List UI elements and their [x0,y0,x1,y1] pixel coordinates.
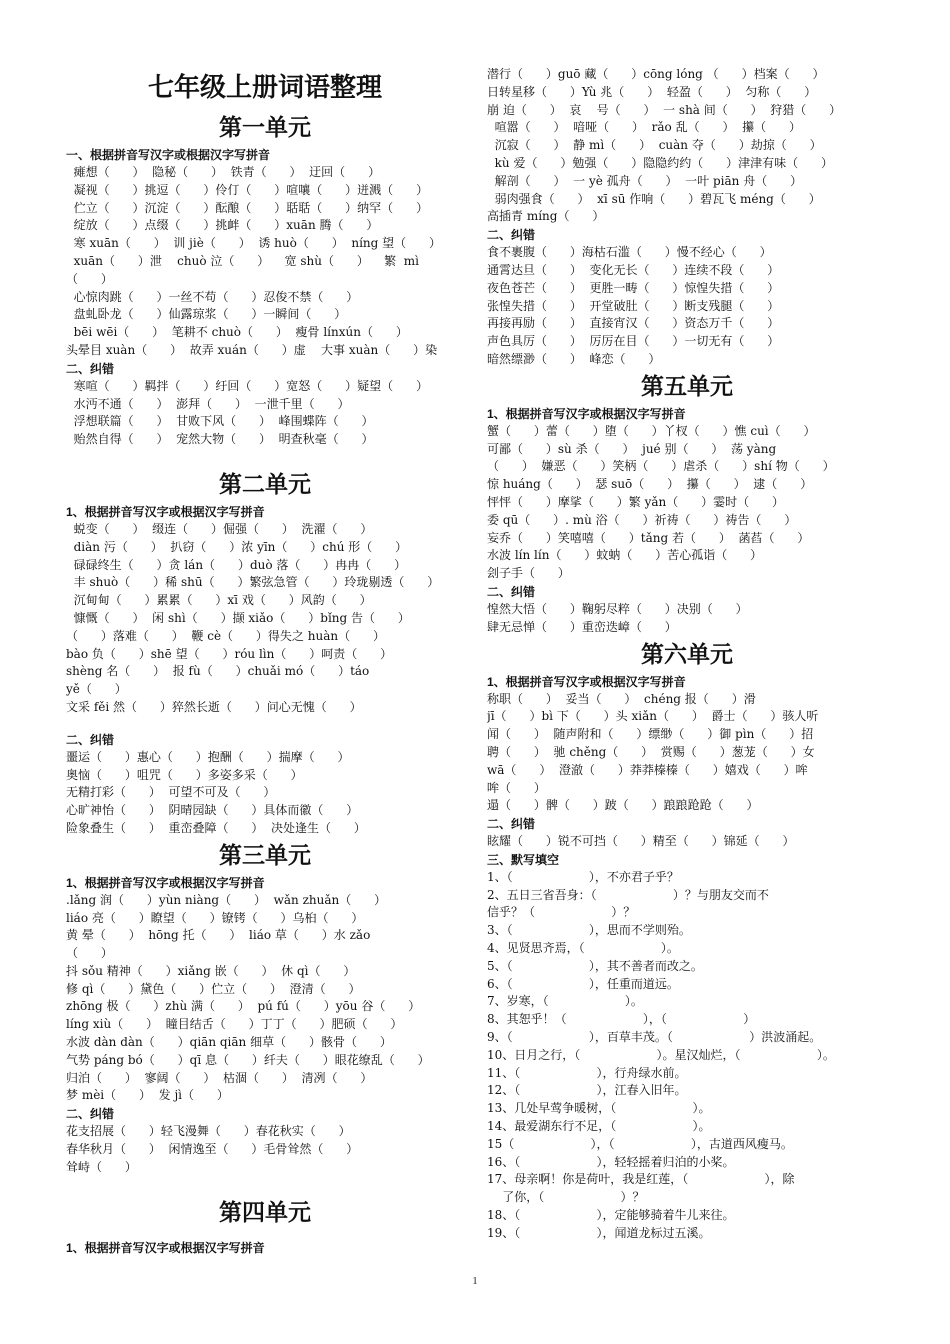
exercise-line: 聘（ ） 驰 chěng（ ） 赏赐（ ）葱茏（ ）女 [487,744,815,759]
unit5-section2-lines [487,601,887,637]
exercise-line: 信乎？（ ）？ [487,905,636,920]
exercise-line: 潜行（ ）guō 藏（ ）cōng lóng （ ）档案（ ） [487,67,825,81]
exercise-line: 蜕变（ ） 缀连（ ）倔强（ ） 洗濯（ ） [66,521,373,536]
exercise-line: 4、见贤思齐焉，（ ）。 [487,941,679,956]
exercise-line: 7、岁寒，（ ）。 [487,994,643,1009]
unit3-section2-lines [66,1123,464,1176]
exercise-line: 沉寂（ ） 静 mì（ ） cuàn 夺（ ）劫掠（ ） [487,138,822,153]
exercise-line: 黄 晕（ ） hōng 托（ ） liáo 草（ ）水 zǎo [66,928,371,943]
exercise-line: 水波 lín lín（ ）蚊蚋（ ）苦心孤诣（ ） [487,548,763,563]
unit3-section1-lines [66,892,464,1106]
exercise-line: 3、（ ），思而不学则殆。 [487,923,691,938]
exercise-line: 沉甸甸（ ）累累（ ）xī 戏（ ）风韵（ ） [66,593,372,608]
exercise-line: 噩运（ ）惠心（ ）抱酬（ ）揣摩（ ） [66,749,350,764]
exercise-line: zhōng 极（ ）zhù 满（ ） pú fú（ ）yōu 谷（ ） [66,999,421,1014]
exercise-line: 抖 sǒu 精神（ ）xiǎng 嵌（ ） 休 qì（ ） [66,963,356,978]
exercise-line: 怦怦（ ）摩挲（ ）繁 yǎn（ ）霎时（ ） [487,494,785,509]
exercise-line: 10、日月之行，（ ）。星汉灿烂，（ ）。 [487,1047,835,1062]
unit1-section2-lines [66,378,464,449]
exercise-line: 可鄙（ ）sù 杀（ ） jué 别（ ） 荡 yàng [487,441,777,456]
unit3-section1-heading: 1、根据拼音写汉字或根据汉字写拼音 [66,875,265,890]
exercise-line: 11、（ ），行舟绿水前。 [487,1065,687,1080]
exercise-line: 食不裹腹（ ）海枯石滥（ ）慢不经心（ ） [487,245,772,260]
unit6-section3-lines [487,869,887,1243]
unit6-section2-lines [487,833,887,851]
exercise-line: （ ）落难（ ） 鞭 cè（ ）得失之 huàn（ ） [66,628,385,643]
exercise-line: 1、（ ），不亦君子乎？ [487,869,679,884]
unit1-section2-heading: 二、纠错 [66,361,115,376]
exercise-line: 妄乔（ ）笑嘻嘻（ ）tǎng 若（ ） 菡萏（ ） [487,530,810,545]
exercise-line: 委 qū（ ）. mù 浴（ ）祈祷（ ）祷告（ ） [487,512,797,527]
exercise-line: 瘫想（ ） 隐秘（ ） 铁青（ ） 迂回（ ） [66,165,381,179]
page-title: 七年级上册词语整理 [147,73,382,102]
exercise-line: 春华秋月（ ） 闲情逸至（ ）毛骨耸然（ ） [66,1142,359,1157]
exercise-line: liáo 亮（ ）瞭望（ ）镣铐（ ）乌桕（ ） [66,910,364,925]
page-number: 1 [472,1276,478,1287]
exercise-line: 寒喧（ ）羁拌（ ）纡回（ ）宽怒（ ）疑望（ ） [66,378,429,393]
exercise-line: 凝视（ ）挑逗（ ）伶仃（ ）喧嚷（ ）迸溅（ ） [66,182,429,197]
exercise-line: líng xiù（ ） 瞳目结舌（ ）丁丁（ ）肥硕（ ） [66,1017,403,1032]
unit4-section1-heading: 1、根据拼音写汉字或根据汉字写拼音 [66,1240,265,1255]
exercise-line: 5、（ ），其不善者而改之。 [487,958,703,973]
unit1-heading: 第一单元 [219,115,311,140]
unit6-heading: 第六单元 [641,641,733,667]
unit6-section1-lines [487,691,887,816]
exercise-line: yě（ ） [66,682,127,697]
exercise-line: 2、五日三省吾身：（ ）？与朋友交而不 [487,887,769,902]
exercise-line: 丰 shuò（ ）稀 shū（ ）繁弦急管（ ）玲珑剔透（ ） [66,575,440,590]
exercise-line: 9、（ ），百草丰茂。（ ）洪波涌起。 [487,1030,822,1045]
exercise-line: 惊 huáng（ ） 瑟 suō（ ） 攥（ ） 逮（ ） [487,477,813,492]
exercise-line: 弱肉强食（ ） xī sū 作响（ ）碧瓦飞 méng（ ） [487,191,821,206]
exercise-line: 刽子手（ ） [487,566,570,581]
exercise-line: 奥恼（ ）咀咒（ ）多姿多采（ ） [66,767,303,782]
exercise-line: 耸峙（ ） [66,1159,137,1174]
unit1-section1-lines [66,164,464,360]
exercise-line: 花支招展（ ）轻飞漫舞（ ）春花秋实（ ） [66,1124,351,1139]
unit4-section2-lines [487,244,887,369]
exercise-line: 崩 迫（ ） 哀 号（ ） 一 shà 间（ ） 狩猎（ ） [487,102,842,117]
exercise-line: 日转星移（ ）Yù 兆（ ） 轻盈（ ） 匀称（ ） [487,84,817,99]
exercise-line: 气势 páng bó（ ）qī 息（ ）纤夫（ ）眼花缭乱（ ） [66,1052,430,1067]
exercise-line: 了你，（ ）？ [487,1190,645,1205]
exercise-line: 17、母亲啊！你是荷叶，我是红莲，（ ），除 [487,1172,795,1187]
unit5-section2-heading: 二、纠错 [487,584,536,599]
exercise-line: 13、几处早莺争暖树，（ ）。 [487,1101,711,1116]
exercise-line: 遢（ ）髀（ ）跛（ ）踉踉跄跄（ ） [487,798,759,813]
exercise-line: 寒 xuān（ ） 训 jiè（ ） 诱 huò（ ） níng 望（ ） [66,236,442,251]
exercise-line: xuān（ ）泄 chuò 泣（ ） 宽 shù（ ） 繁 mì [66,253,419,268]
exercise-line: 再接再励（ ） 直接宵汉（ ）资态万千（ ） [487,316,780,331]
exercise-line: 通霄达旦（ ） 变化无长（ ）连续不段（ ） [487,262,780,277]
exercise-line: 无精打彩（ ） 可望不可及（ ） [66,785,276,800]
exercise-line: 暗然缥渺（ ） 峰恋（ ） [487,351,661,366]
exercise-line: 肆无忌惮（ ）重峦迭嶂（ ） [487,619,677,634]
unit5-section1-lines [487,423,887,583]
unit2-section1-heading: 1、根据拼音写汉字或根据汉字写拼音 [66,504,265,519]
exercise-line: 蟹（ ）蕾（ ）堕（ ）丫杈（ ）憔 cuì（ ） [487,423,816,438]
exercise-line: 心旷神怡（ ） 阴晴园缺（ ）具体而徽（ ） [66,803,359,818]
exercise-line: 15（ ），（ ），古道西风瘦马。 [487,1136,793,1151]
right-column [487,66,887,1243]
unit6-section3-heading: 三、默写填空 [487,852,560,867]
unit2-section1-lines [66,521,464,717]
exercise-line: jī（ ）bì 下（ ）头 xiǎn（ ） 爵士（ ）骇人听 [487,709,819,724]
exercise-line: 8、其恕乎！（ ），（ ） [487,1012,756,1027]
unit3-heading: 第三单元 [219,842,311,868]
unit2-section2-lines [66,749,464,838]
exercise-line: 高插青 míng（ ） [487,209,605,224]
exercise-line: 头晕目 xuàn（ ） 故弄 xuán（ ）虚 大事 xuàn（ ）染 [66,342,438,357]
exercise-line: kù 爱（ ）勉强（ ）隐隐约约（ ）津津有味（ ） [487,155,833,170]
exercise-line: shèng 名（ ） 报 fù（ ）chuǎi mó（ ）táo [66,664,370,679]
unit1-section1-heading: 一、根据拼音写汉字或根据汉字写拼音 [66,148,271,162]
exercise-line: （ ） [66,946,113,961]
exercise-line: 声色具厉（ ） 厉厉在目（ ）一切无有（ ） [487,334,780,349]
exercise-line: .lǎng 润（ ）yùn niàng（ ） wǎn zhuǎn（ ） [66,892,387,907]
exercise-line: 梦 mèi（ ） 发 jì（ ） [66,1088,229,1103]
exercise-line: 眩耀（ ）锐不可挡（ ）精至（ ）锦延（ ） [487,834,795,849]
exercise-line: 19、（ ），闻道龙标过五溪。 [487,1225,711,1240]
exercise-line: bào 负（ ）shē 望（ ）róu lìn（ ）呵责（ ） [66,646,393,661]
unit5-heading: 第五单元 [641,373,733,399]
unit6-section1-heading: 1、根据拼音写汉字或根据汉字写拼音 [487,674,686,689]
exercise-line: 水沔不通（ ） 澎拜（ ） 一泄千里（ ） [66,396,350,411]
exercise-line: wā（ ） 澄澈（ ）莽莽榛榛（ ）嬉戏（ ）哞 [487,762,808,777]
exercise-line: 修 qì（ ）黛色（ ）伫立（ ） 澄清（ ） [66,981,361,996]
exercise-line: 伫立（ ）沉淀（ ）酝酿（ ）聒聒（ ）纳罕（ ） [66,200,429,215]
exercise-line: 14、最爱湖东行不足，（ ）。 [487,1119,711,1134]
exercise-line: 张惶失措（ ） 开堂破肚（ ）断支残腿（ ） [487,298,780,313]
exercise-line: bēi wēi（ ） 笔耕不 chuò（ ） 瘦骨 línxún（ ） [66,325,408,340]
exercise-line: （ ） 嫌恶（ ）笑柄（ ）虐杀（ ）shí 物（ ） [487,459,835,474]
unit4-heading: 第四单元 [219,1199,311,1225]
exercise-line: 水波 dàn dàn（ ）qiān qiān 细草（ ）骸骨（ ） [66,1035,392,1050]
exercise-line: 12、（ ），江春入旧年。 [487,1083,687,1098]
exercise-line: 归泊（ ） 寥阔（ ） 枯涸（ ） 清冽（ ） [66,1070,373,1085]
unit4-section2-heading: 二、纠错 [487,228,536,243]
exercise-line: 闻（ ） 随声附和（ ）缥缈（ ）御 pìn（ ）招 [487,727,814,742]
exercise-line: 18、（ ），定能够骑着牛儿来往。 [487,1208,735,1223]
exercise-line: 浮想联篇（ ） 甘败下风（ ） 峰围蝶阵（ ） [66,414,374,429]
exercise-line: 称职（ ） 妥当（ ） chéng 报（ ）滑 [487,691,756,706]
exercise-line: 6、（ ），任重而道远。 [487,976,679,991]
exercise-line: 解剖（ ） 一 yè 孤舟（ ） 一叶 piān 舟（ ） [487,173,803,188]
exercise-line: 险象叠生（ ） 重峦叠障（ ） 决处逢生（ ） [66,820,366,835]
exercise-line: 夜色苍芒（ ） 更胜一畴（ ）惊惶失措（ ） [487,280,780,295]
exercise-line: 盘虬卧龙（ ）仙露琼浆（ ）一瞬间（ ） [66,307,347,322]
exercise-line: 哞（ ） [487,780,546,795]
exercise-line: 慷慨（ ） 闲 shì（ ）撷 xiǎo（ ）bǐng 告（ ） [66,610,410,625]
exercise-line: 惶然大悟（ ）鞠躬尽粹（ ）决别（ ） [487,601,748,616]
exercise-line: 贻然自得（ ） 宠然大物（ ） 明查秋毫（ ） [66,432,374,447]
unit2-section2-heading: 二、纠错 [66,732,115,747]
exercise-line: diàn 污（ ） 扒窃（ ）浓 yīn（ ）chú 形（ ） [66,539,408,554]
unit6-section2-heading: 二、纠错 [487,817,536,832]
exercise-line: 喧嚣（ ） 喑哑（ ） rǎo 乱（ ） 攥（ ） [487,120,801,135]
unit4-section1-lines [487,66,887,226]
exercise-line: （ ） [66,271,113,286]
unit5-section1-heading: 1、根据拼音写汉字或根据汉字写拼音 [487,406,686,421]
unit3-section2-heading: 二、纠错 [66,1107,115,1122]
exercise-line: 16、（ ），轻轻摇着归泊的小桨。 [487,1154,735,1169]
unit2-heading: 第二单元 [219,471,311,497]
exercise-line: 文采 fěi 然（ ）猝然长逝（ ）问心无愧（ ） [66,699,362,714]
exercise-line: 心惊肉跳（ ）一丝不苟（ ）忍俊不禁（ ） [66,289,359,304]
exercise-line: 碌碌终生（ ）贪 lán（ ）duò 落（ ）冉冉（ ） [66,557,407,572]
left-column [66,66,464,1257]
exercise-line: 绽放（ ）点缀（ ）挑衅（ ）xuān 腾（ ） [66,218,379,233]
